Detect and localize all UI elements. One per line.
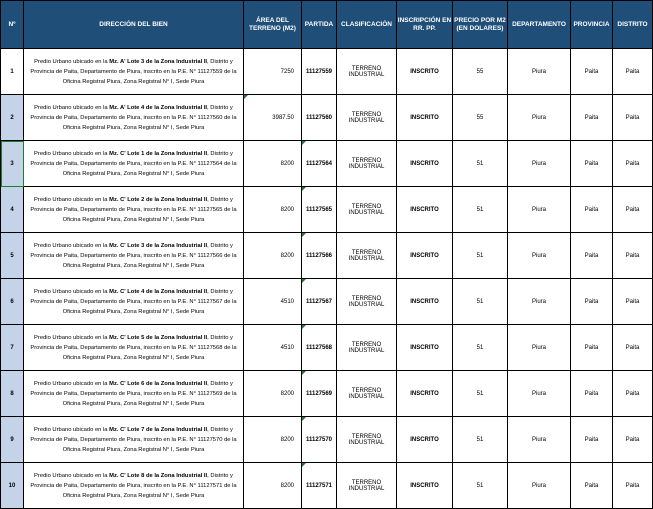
cell-precio[interactable]: 51 bbox=[453, 325, 508, 371]
cell-partida[interactable]: 11127566 bbox=[302, 233, 337, 279]
desc-prefix: Predio Urbano ubicado en la bbox=[34, 150, 110, 157]
cell-precio[interactable]: 51 bbox=[453, 371, 508, 417]
desc-lot: Mz. A' Lote 4 de la Zona Industrial II bbox=[109, 104, 208, 111]
cell-departamento[interactable]: Piura bbox=[508, 233, 571, 279]
cell-clasificacion[interactable]: TERRENO INDUSTRIAL bbox=[337, 371, 397, 417]
desc-lot: Mz. C' Lote 7 de la Zona Industrial II bbox=[109, 426, 208, 433]
cell-clasificacion[interactable]: TERRENO INDUSTRIAL bbox=[337, 95, 397, 141]
desc-lot: Mz. C' Lote 1 de la Zona Industrial II bbox=[109, 150, 208, 157]
cell-precio[interactable]: 55 bbox=[453, 49, 508, 95]
cell-distrito[interactable]: Paita bbox=[613, 279, 653, 325]
cell-inscripcion[interactable]: INSCRITO bbox=[397, 233, 453, 279]
cell-partida[interactable]: 11127569 bbox=[302, 371, 337, 417]
cell-clasificacion[interactable]: TERRENO INDUSTRIAL bbox=[337, 141, 397, 187]
cell-departamento[interactable]: Piura bbox=[508, 417, 571, 463]
cell-provincia[interactable]: Paita bbox=[571, 187, 613, 233]
cell-provincia[interactable]: Paita bbox=[571, 417, 613, 463]
cell-distrito[interactable]: Paita bbox=[613, 371, 653, 417]
cell-inscripcion[interactable]: INSCRITO bbox=[397, 279, 453, 325]
header-partida[interactable]: PARTIDA bbox=[302, 1, 337, 49]
cell-distrito[interactable]: Paita bbox=[613, 141, 653, 187]
desc-prefix: Predio Urbano ubicado en la bbox=[34, 196, 110, 203]
header-provincia[interactable]: PROVINCIA bbox=[571, 1, 613, 49]
desc-suffix: , Distrito y Provincia de Paita, Departamento de Piura, inscrito en la P.E. N° 11127565 de la Oficina Registral Piura, Zona Registral N° I, Sede Piura bbox=[30, 196, 237, 223]
cell-precio[interactable]: 51 bbox=[453, 141, 508, 187]
cell-clasificacion[interactable]: TERRENO INDUSTRIAL bbox=[337, 463, 397, 509]
cell-departamento[interactable]: Piura bbox=[508, 95, 571, 141]
cell-departamento[interactable]: Piura bbox=[508, 325, 571, 371]
table-row bbox=[1, 95, 653, 141]
cell-departamento[interactable]: Piura bbox=[508, 371, 571, 417]
desc-suffix: , Distrito y Provincia de Paita, Departamento de Piura, inscrito en la P.E. N° 11127559 de la Oficina Registral Piura, Zona Registral N° I, Sede Piura bbox=[30, 58, 237, 85]
desc-suffix: , Distrito y Provincia de Paita, Departamento de Piura, inscrito en la P.E. N° 11127569 de la Oficina Registral Piura, Zona Registral N° I, Sede Piura bbox=[30, 380, 237, 407]
cell-provincia[interactable]: Paita bbox=[571, 463, 613, 509]
table-row bbox=[1, 49, 653, 95]
desc-lot: Mz. C' Lote 4 de la Zona Industrial II bbox=[109, 288, 208, 295]
desc-prefix: Predio Urbano ubicado en la bbox=[34, 288, 110, 295]
table-row bbox=[1, 233, 653, 279]
cell-precio[interactable]: 51 bbox=[453, 463, 508, 509]
desc-lot: Mz. C' Lote 6 de la Zona Industrial II bbox=[109, 380, 208, 387]
table-body bbox=[1, 49, 653, 509]
cell-distrito[interactable]: Paita bbox=[613, 417, 653, 463]
cell-distrito[interactable]: Paita bbox=[613, 49, 653, 95]
cell-provincia[interactable]: Paita bbox=[571, 233, 613, 279]
cell-direccion[interactable] bbox=[24, 417, 244, 463]
cell-inscripcion[interactable]: INSCRITO bbox=[397, 141, 453, 187]
cell-provincia[interactable]: Paita bbox=[571, 141, 613, 187]
cell-num[interactable]: 6 bbox=[1, 279, 24, 325]
cell-precio[interactable]: 51 bbox=[453, 233, 508, 279]
desc-prefix: Predio Urbano ubicado en la bbox=[34, 104, 110, 111]
desc-prefix: Predio Urbano ubicado en la bbox=[34, 472, 110, 479]
header-distrito[interactable]: DISTRITO bbox=[613, 1, 653, 49]
cell-departamento[interactable]: Piura bbox=[508, 141, 571, 187]
desc-prefix: Predio Urbano ubicado en la bbox=[34, 58, 110, 65]
cell-clasificacion[interactable]: TERRENO INDUSTRIAL bbox=[337, 417, 397, 463]
desc-prefix: Predio Urbano ubicado en la bbox=[34, 334, 110, 341]
desc-prefix: Predio Urbano ubicado en la bbox=[34, 380, 110, 387]
cell-distrito[interactable]: Paita bbox=[613, 187, 653, 233]
cell-area[interactable]: 8200 bbox=[244, 417, 302, 463]
desc-suffix: , Distrito y Provincia de Paita, Departamento de Piura, inscrito en la P.E. N° 11127571 de la Oficina Registral Piura, Zona Registral N° I, Sede Piura bbox=[30, 472, 237, 499]
table-row bbox=[1, 279, 653, 325]
desc-lot: Mz. C' Lote 2 de la Zona Industrial II bbox=[109, 196, 208, 203]
cell-provincia[interactable]: Paita bbox=[571, 49, 613, 95]
cell-provincia[interactable]: Paita bbox=[571, 95, 613, 141]
desc-suffix: , Distrito y Provincia de Paita, Departamento de Piura, inscrito en la P.E. N° 11127567 de la Oficina Registral Piura, Zona Registral N° I, Sede Piura bbox=[30, 288, 237, 315]
desc-lot: Mz. C' Lote 3 de la Zona Industrial II bbox=[109, 242, 208, 249]
cell-distrito[interactable]: Paita bbox=[613, 463, 653, 509]
cell-provincia[interactable]: Paita bbox=[571, 325, 613, 371]
cell-clasificacion[interactable]: TERRENO INDUSTRIAL bbox=[337, 279, 397, 325]
cell-inscripcion[interactable]: INSCRITO bbox=[397, 325, 453, 371]
cell-num[interactable]: 10 bbox=[1, 463, 24, 509]
cell-inscripcion[interactable]: INSCRITO bbox=[397, 417, 453, 463]
header-direccion[interactable]: DIRECCIÓN DEL BIEN bbox=[24, 1, 244, 49]
cell-direccion[interactable] bbox=[24, 187, 244, 233]
table-row bbox=[1, 417, 653, 463]
cell-precio[interactable]: 51 bbox=[453, 279, 508, 325]
cell-partida[interactable]: 11127559 bbox=[302, 49, 337, 95]
header-precio[interactable]: PRECIO POR M2 (EN DOLARES) bbox=[453, 1, 508, 49]
cell-direccion[interactable] bbox=[24, 95, 244, 141]
cell-precio[interactable]: 55 bbox=[453, 95, 508, 141]
desc-suffix: , Distrito y Provincia de Paita, Departamento de Piura, inscrito en la P.E. N° 11127566 de la Oficina Registral Piura, Zona Registral N° I, Sede Piura bbox=[30, 242, 237, 269]
cell-direccion[interactable] bbox=[24, 141, 244, 187]
cell-departamento[interactable]: Piura bbox=[508, 187, 571, 233]
cell-direccion[interactable] bbox=[24, 233, 244, 279]
header-clasificacion[interactable]: CLASIFICACIÓN bbox=[337, 1, 397, 49]
cell-precio[interactable]: 51 bbox=[453, 417, 508, 463]
header-area[interactable]: ÁREA DEL TERRENO (M2) bbox=[244, 1, 302, 49]
desc-prefix: Predio Urbano ubicado en la bbox=[34, 242, 110, 249]
cell-area[interactable]: 4510 bbox=[244, 325, 302, 371]
cell-num[interactable]: 9 bbox=[1, 417, 24, 463]
header-inscripcion[interactable]: INSCRIPCIÓN EN RR. PP. bbox=[397, 1, 453, 49]
cell-area[interactable]: 8200 bbox=[244, 233, 302, 279]
cell-inscripcion[interactable]: INSCRITO bbox=[397, 463, 453, 509]
cell-direccion[interactable] bbox=[24, 49, 244, 95]
cell-departamento[interactable]: Piura bbox=[508, 463, 571, 509]
cell-area[interactable]: 8200 bbox=[244, 463, 302, 509]
table-row bbox=[1, 371, 653, 417]
desc-lot: Mz. A' Lote 3 de la Zona Industrial II bbox=[109, 58, 208, 65]
header-row bbox=[1, 1, 653, 49]
cell-partida[interactable]: 11127564 bbox=[302, 141, 337, 187]
cell-area[interactable]: 4510 bbox=[244, 279, 302, 325]
cell-provincia[interactable]: Paita bbox=[571, 279, 613, 325]
cell-area[interactable]: 3987.50 bbox=[244, 95, 302, 141]
cell-precio[interactable]: 51 bbox=[453, 187, 508, 233]
table-row bbox=[1, 325, 653, 371]
cell-distrito[interactable]: Paita bbox=[613, 325, 653, 371]
cell-departamento[interactable]: Piura bbox=[508, 279, 571, 325]
cell-area[interactable]: 8200 bbox=[244, 187, 302, 233]
cell-num[interactable]: 1 bbox=[1, 49, 24, 95]
header-departamento[interactable]: DEPARTAMENTO bbox=[508, 1, 571, 49]
table-row bbox=[1, 187, 653, 233]
cell-clasificacion[interactable]: TERRENO INDUSTRIAL bbox=[337, 49, 397, 95]
cell-inscripcion[interactable]: INSCRITO bbox=[397, 371, 453, 417]
cell-partida[interactable]: 11127560 bbox=[302, 95, 337, 141]
cell-num[interactable]: 8 bbox=[1, 371, 24, 417]
cell-direccion[interactable] bbox=[24, 279, 244, 325]
cell-partida[interactable]: 11127570 bbox=[302, 417, 337, 463]
desc-suffix: , Distrito y Provincia de Paita, Departamento de Piura, inscrito en la P.E. N° 11127560 de la Oficina Registral Piura, Zona Registral N° I, Sede Piura bbox=[30, 104, 237, 131]
header-num[interactable]: Nº bbox=[1, 1, 24, 49]
cell-partida[interactable]: 11127571 bbox=[302, 463, 337, 509]
cell-area[interactable]: 7250 bbox=[244, 49, 302, 95]
cell-provincia[interactable]: Paita bbox=[571, 371, 613, 417]
cell-clasificacion[interactable]: TERRENO INDUSTRIAL bbox=[337, 233, 397, 279]
cell-num[interactable]: 5 bbox=[1, 233, 24, 279]
cell-inscripcion[interactable]: INSCRITO bbox=[397, 187, 453, 233]
cell-direccion[interactable] bbox=[24, 371, 244, 417]
table-row bbox=[1, 141, 653, 187]
cell-clasificacion[interactable]: TERRENO INDUSTRIAL bbox=[337, 325, 397, 371]
cell-area[interactable]: 8200 bbox=[244, 141, 302, 187]
desc-suffix: , Distrito y Provincia de Paita, Departamento de Piura, inscrito en la P.E. N° 11127564 de la Oficina Registral Piura, Zona Registral N° I, Sede Piura bbox=[30, 150, 237, 177]
desc-lot: Mz. C' Lote 5 de la Zona Industrial II bbox=[109, 334, 208, 341]
cell-inscripcion[interactable]: INSCRITO bbox=[397, 49, 453, 95]
desc-lot: Mz. C' Lote 8 de la Zona Industrial II bbox=[109, 472, 208, 479]
cell-num[interactable]: 2 bbox=[1, 95, 24, 141]
cell-num[interactable]: 7 bbox=[1, 325, 24, 371]
cell-distrito[interactable]: Paita bbox=[613, 233, 653, 279]
table-row bbox=[1, 463, 653, 509]
cell-clasificacion[interactable]: TERRENO INDUSTRIAL bbox=[337, 187, 397, 233]
cell-departamento[interactable]: Piura bbox=[508, 49, 571, 95]
cell-direccion[interactable] bbox=[24, 463, 244, 509]
desc-suffix: , Distrito y Provincia de Paita, Departamento de Piura, inscrito en la P.E. N° 11127570 de la Oficina Registral Piura, Zona Registral N° I, Sede Piura bbox=[30, 426, 237, 453]
cell-num[interactable]: 4 bbox=[1, 187, 24, 233]
cell-partida[interactable]: 11127565 bbox=[302, 187, 337, 233]
cell-partida[interactable]: 11127568 bbox=[302, 325, 337, 371]
cell-num[interactable]: 3 bbox=[1, 141, 24, 187]
desc-suffix: , Distrito y Provincia de Paita, Departamento de Piura, inscrito en la P.E. N° 11127568 de la Oficina Registral Piura, Zona Registral N° I, Sede Piura bbox=[30, 334, 237, 361]
cell-distrito[interactable]: Paita bbox=[613, 95, 653, 141]
cell-area[interactable]: 8200 bbox=[244, 371, 302, 417]
cell-direccion[interactable] bbox=[24, 325, 244, 371]
cell-partida[interactable]: 11127567 bbox=[302, 279, 337, 325]
cell-inscripcion[interactable]: INSCRITO bbox=[397, 95, 453, 141]
desc-prefix: Predio Urbano ubicado en la bbox=[34, 426, 110, 433]
